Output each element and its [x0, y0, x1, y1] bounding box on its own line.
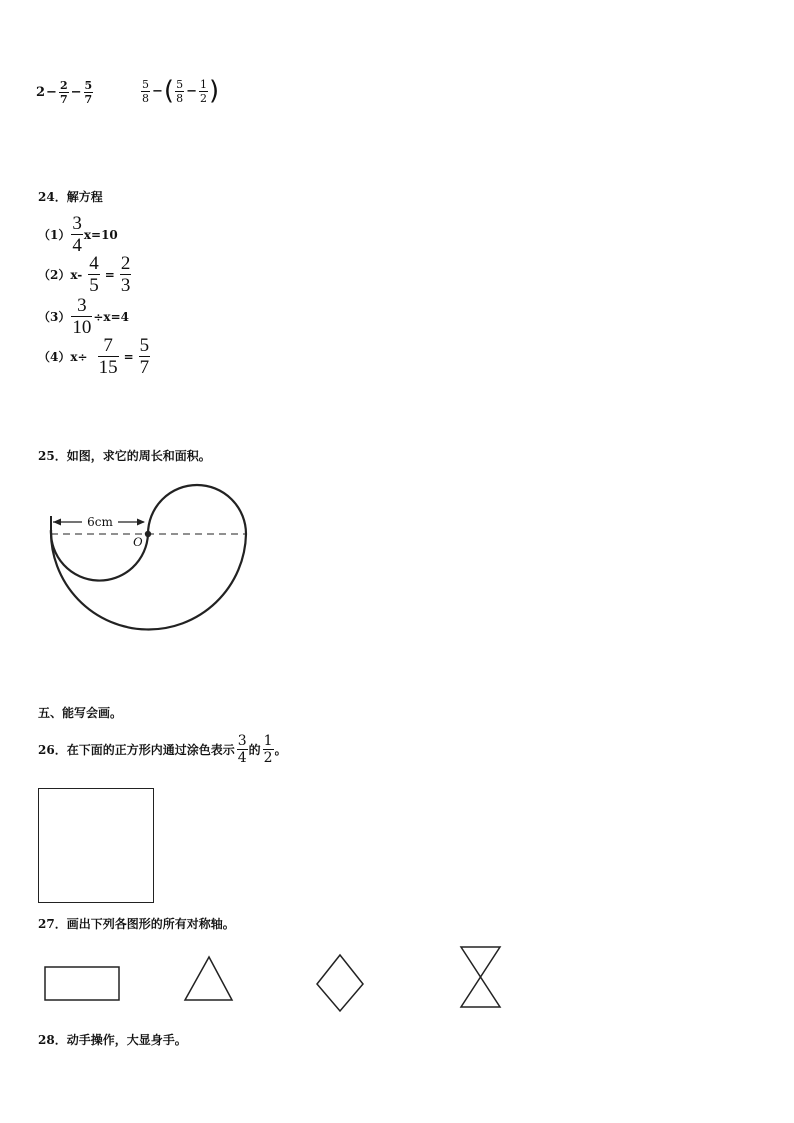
equation-label: （2）: [38, 268, 71, 282]
open-paren: (: [163, 76, 175, 106]
expr-minus: −: [46, 85, 57, 100]
triangle-shape[interactable]: [185, 957, 232, 1000]
symmetry-shapes: [40, 940, 510, 1015]
equation-rest: x=10: [83, 227, 118, 242]
expression-left: [36, 80, 94, 105]
equals-sign: =: [104, 267, 115, 282]
fraction: $\frac{4}{5}$: [89, 253, 99, 296]
fraction: $\frac{5}{7}$: [139, 335, 150, 378]
expr-minus: −: [186, 83, 197, 99]
large-semicircle: [51, 530, 246, 629]
equation-rest: ÷x=4: [93, 309, 129, 324]
expr-minus: −: [152, 83, 163, 99]
fraction: $\frac{1}{2}$: [199, 77, 207, 105]
shell-figure: [40, 470, 260, 635]
equation-3: [38, 296, 129, 337]
fraction: $\frac{5}{7}$: [84, 79, 93, 106]
fraction: $\frac{2}{7}$: [59, 79, 68, 106]
fraction: $\frac{5}{8}$: [176, 77, 184, 105]
equation-lhs: x÷: [70, 349, 88, 364]
center-label: O: [133, 534, 143, 549]
fraction: $\frac{3}{4}$: [237, 733, 247, 766]
dimension-label: 6cm: [87, 515, 113, 529]
rectangle-shape[interactable]: [45, 967, 119, 1000]
upper-semicircle: [148, 485, 246, 534]
equation-1: [38, 214, 118, 255]
equation-4: [38, 336, 151, 377]
arrow-left-icon: [53, 519, 61, 526]
q26-prefix: 26．在下面的正方形内通过涂色表示: [38, 743, 235, 757]
equation-label: （1）: [38, 228, 71, 242]
equals-sign: =: [123, 349, 134, 364]
expr-minus: −: [70, 85, 82, 100]
fraction: $\frac{5}{8}$: [142, 77, 149, 105]
equation-lhs: x-: [70, 267, 83, 282]
equation-label: （3）: [38, 310, 71, 324]
expr-lead: 2: [36, 85, 46, 100]
fraction: $\frac{7}{15}$: [98, 335, 118, 378]
q24-heading: 24．解方程: [38, 190, 103, 204]
expression-right: [140, 78, 219, 104]
q25-heading: 25．如图，求它的周长和面积。: [38, 449, 211, 463]
q26-mid: 的: [248, 743, 261, 757]
equation-label: （4）: [38, 350, 71, 364]
q28-heading: 28．动手操作，大显身手。: [38, 1033, 187, 1047]
hourglass-shape[interactable]: [461, 947, 500, 1007]
diamond-shape[interactable]: [317, 955, 363, 1011]
center-point: [145, 531, 151, 537]
close-paren: ): [208, 76, 220, 106]
section-heading: 五、能写会画。: [38, 706, 123, 720]
q26-heading: [38, 734, 287, 765]
fraction: $\frac{1}{2}$: [263, 733, 273, 766]
q27-heading: 27．画出下列各图形的所有对称轴。: [38, 917, 235, 931]
fraction: $\frac{3}{4}$: [72, 213, 82, 256]
fraction: $\frac{2}{3}$: [120, 253, 131, 296]
q26-suffix: 。: [274, 743, 287, 757]
arrow-right-icon: [137, 519, 145, 526]
equation-2: [38, 254, 132, 295]
fraction: $\frac{3}{10}$: [72, 295, 92, 338]
square-box[interactable]: [38, 788, 154, 903]
